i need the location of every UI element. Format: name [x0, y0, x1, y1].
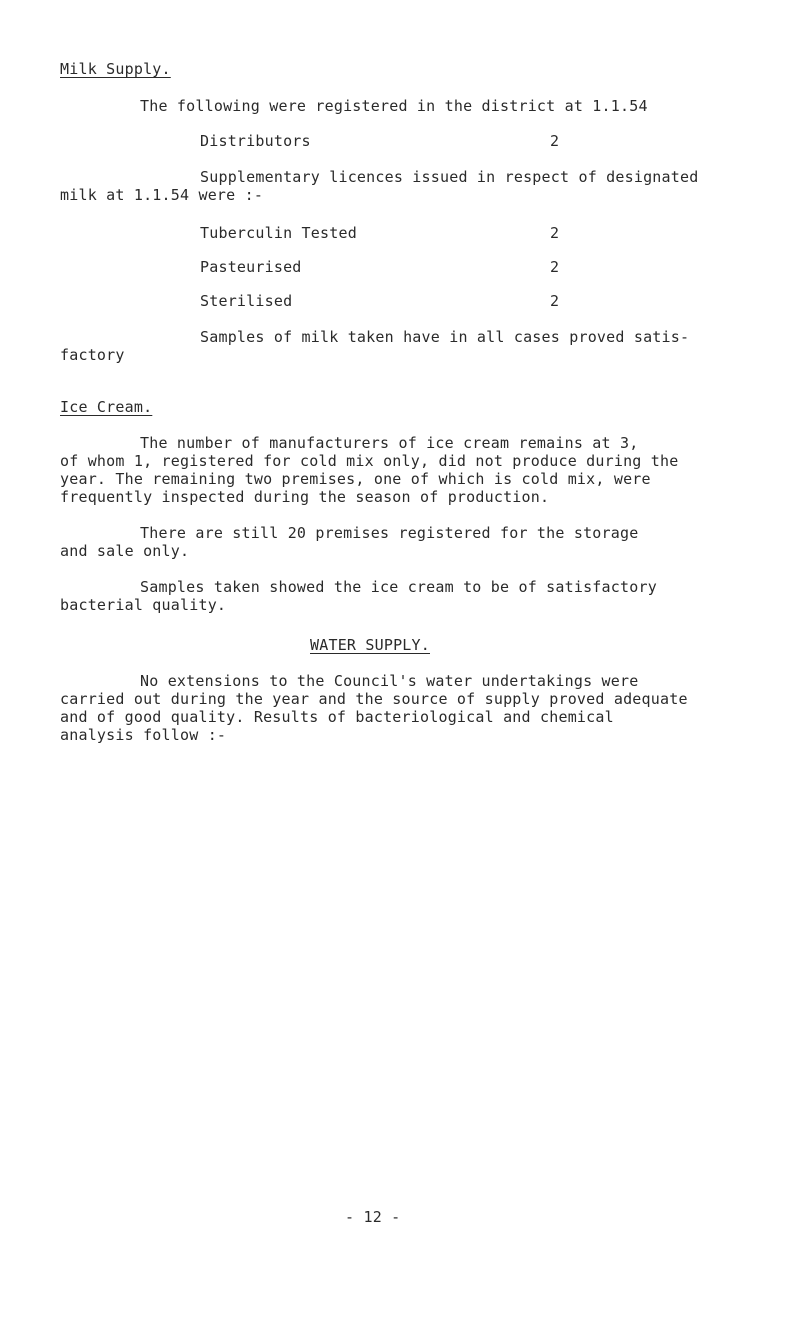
tuberculin-tested-label: Tuberculin Tested: [200, 224, 357, 242]
supplementary-line-2: milk at 1.1.54 were :-: [60, 186, 264, 204]
milk-intro-line: The following were registered in the district at 1.1.54: [140, 97, 648, 115]
ice-cream-p1-line-3: year. The remaining two premises, one of which is cold mix, were: [60, 470, 651, 488]
milk-supply-heading: Milk Supply.: [60, 60, 171, 78]
distributors-label: Distributors: [200, 132, 311, 150]
ice-cream-p1-line-1: The number of manufacturers of ice cream remains at 3,: [140, 434, 639, 452]
tuberculin-tested-value: 2: [550, 224, 560, 242]
supplementary-line-1: Supplementary licences issued in respect of designated: [200, 168, 699, 186]
milk-samples-line-1: Samples of milk taken have in all cases proved satis-: [200, 328, 690, 346]
milk-samples-line-2: factory: [60, 346, 125, 364]
water-p1-line-1: No extensions to the Council's water undertakings were: [140, 672, 639, 690]
sterilised-label: Sterilised: [200, 292, 293, 310]
ice-cream-p1-line-2: of whom 1, registered for cold mix only, did not produce during the: [60, 452, 679, 470]
ice-cream-p2-line-1: There are still 20 premises registered for the storage: [140, 524, 639, 542]
ice-cream-p2-line-2: and sale only.: [60, 542, 190, 560]
water-p1-line-4: analysis follow :-: [60, 726, 227, 744]
pasteurised-value: 2: [550, 258, 560, 276]
ice-cream-p3-line-2: bacterial quality.: [60, 596, 227, 614]
ice-cream-heading: Ice Cream.: [60, 398, 153, 416]
water-p1-line-2: carried out during the year and the source of supply proved adequate: [60, 690, 688, 708]
sterilised-value: 2: [550, 292, 560, 310]
water-supply-heading: WATER SUPPLY.: [310, 636, 430, 654]
distributors-value: 2: [550, 132, 560, 150]
ice-cream-p1-line-4: frequently inspected during the season of production.: [60, 488, 550, 506]
ice-cream-p3-line-1: Samples taken showed the ice cream to be of satisfactory: [140, 578, 657, 596]
pasteurised-label: Pasteurised: [200, 258, 302, 276]
water-p1-line-3: and of good quality. Results of bacteriological and chemical: [60, 708, 614, 726]
page-number: - 12 -: [345, 1208, 401, 1226]
